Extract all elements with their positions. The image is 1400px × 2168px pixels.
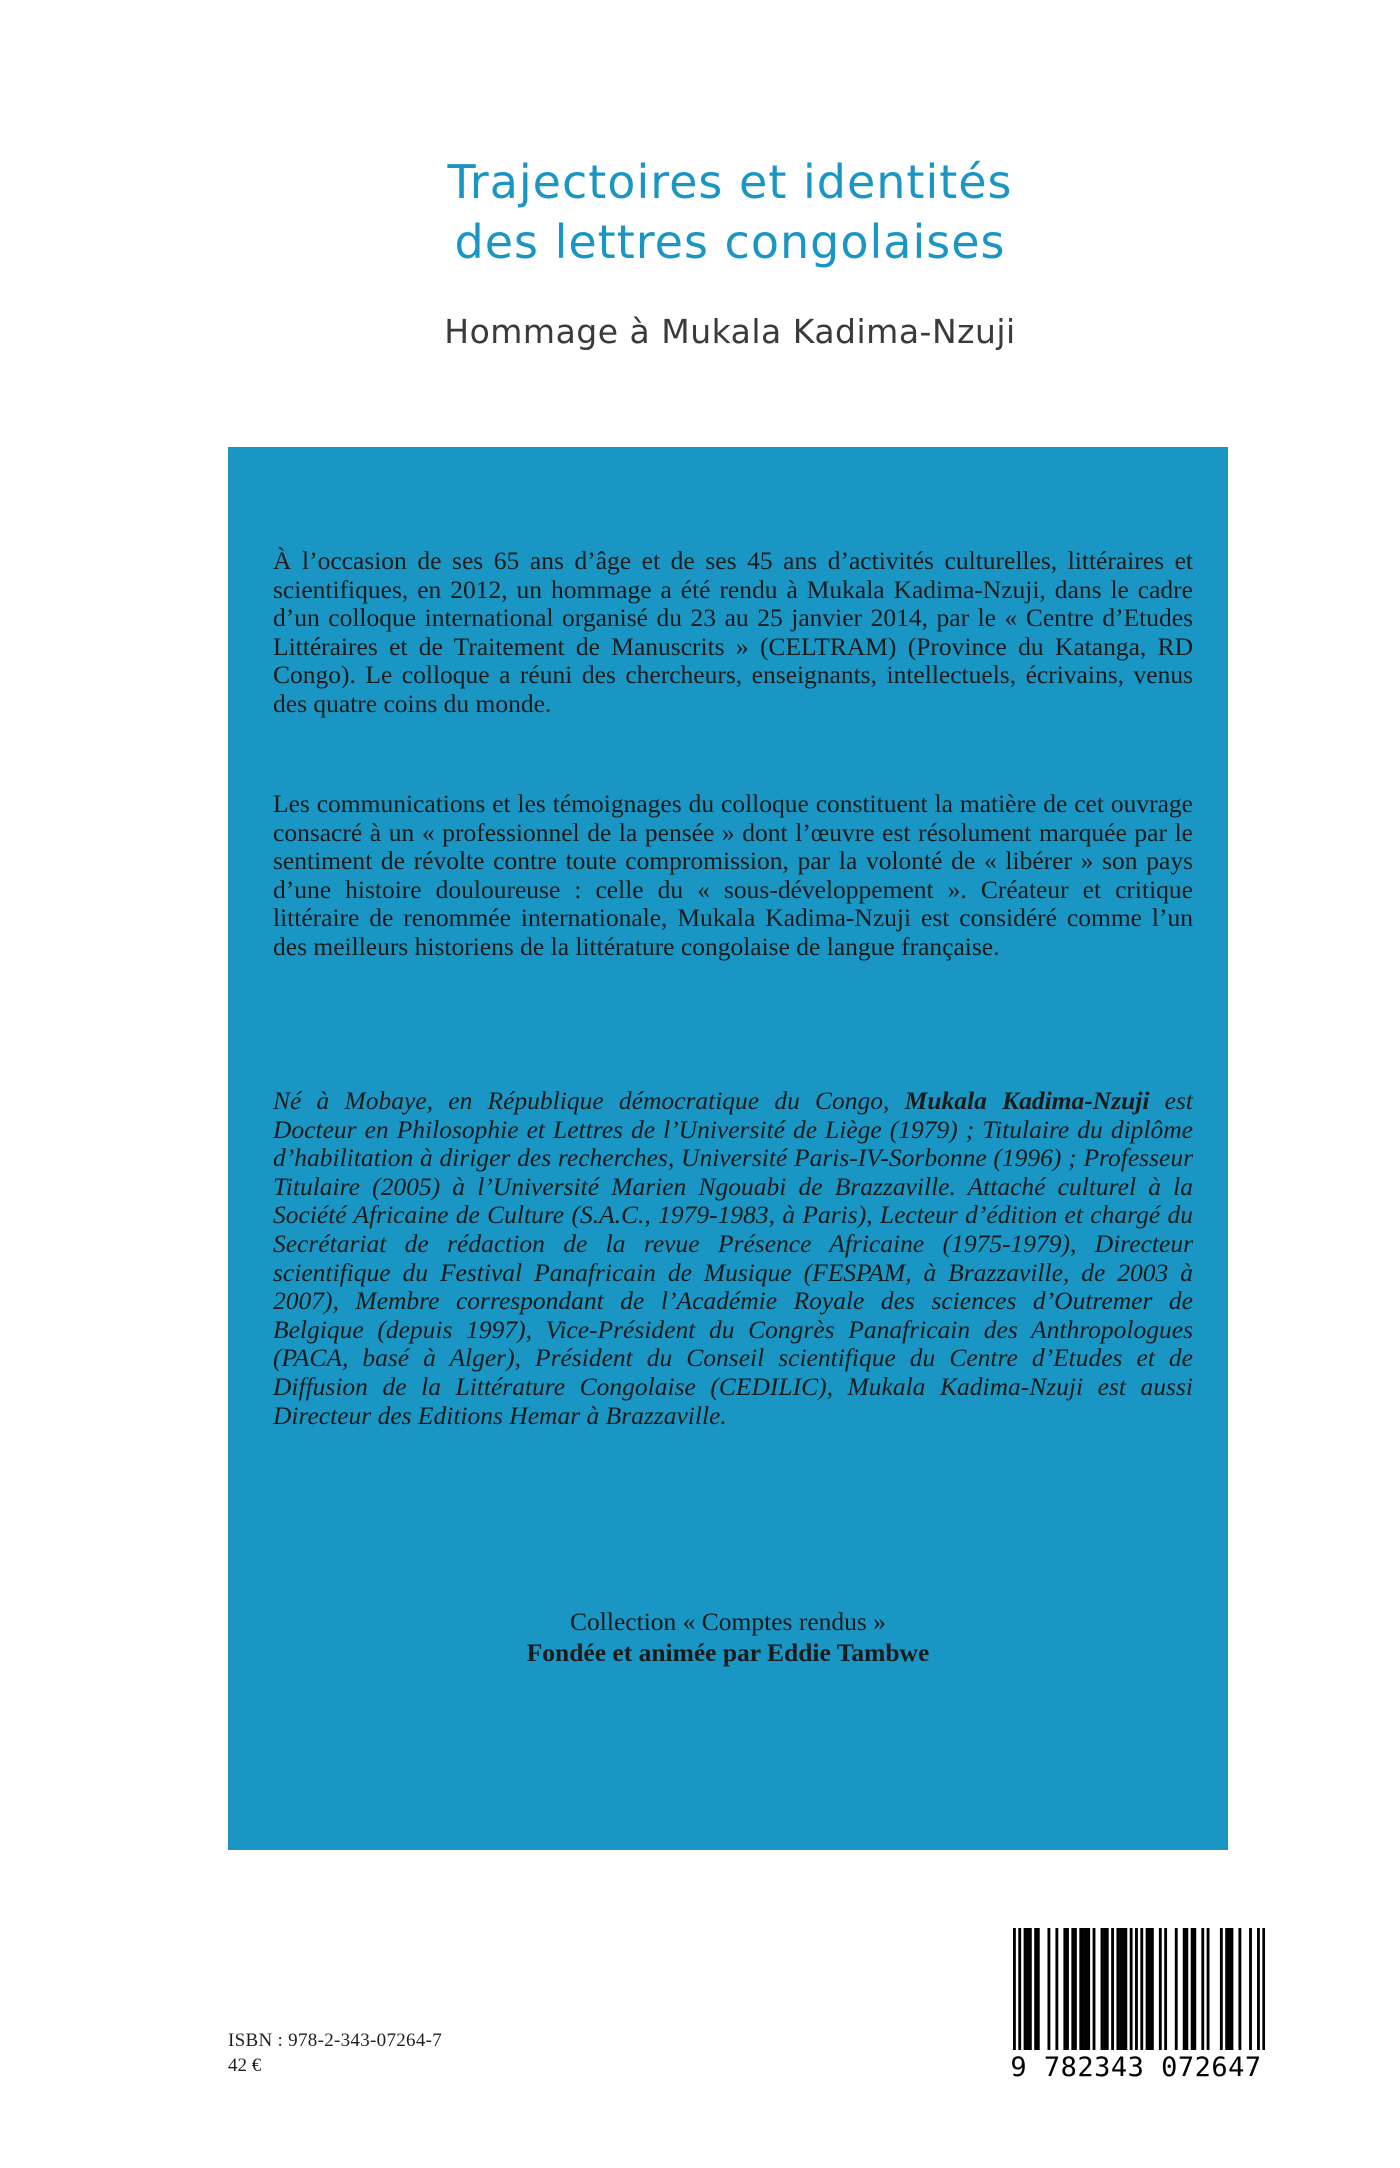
- barcode-bar: [1257, 1928, 1260, 2050]
- barcode-bar: [1101, 1928, 1104, 2050]
- barcode-bar: [1103, 1928, 1106, 2050]
- price-text: 42 €: [228, 2055, 262, 2076]
- barcode-bar: [1079, 1928, 1082, 2050]
- barcode-bar: [1175, 1928, 1178, 2050]
- barcode-bar: [1116, 1928, 1119, 2050]
- barcode-bar: [1140, 1928, 1143, 2050]
- barcode-bar: [1093, 1928, 1096, 2050]
- barcode-bar: [1151, 1928, 1154, 2050]
- summary-paragraph-1: À l’occasion de ses 65 ans d’âge et de ses 45 ans d’activités culturelles, littéraires et scientifiques, en 2012, un hommage a été rendu à Mukala Kadima-Nzuji, dans le cadre d’un colloque international organisé du 23 au 25 janvier 2014, par le « Centre d’Etudes Littéraires et de Traitement de Manuscrits » (CELTRAM) (Province du Katanga, RD Congo). Le colloque a réuni des chercheurs, enseignants, intellectuels, écrivains, venus des quatre coins du monde.: [273, 546, 1193, 718]
- subtitle: Hommage à Mukala Kadima-Nzuji: [444, 312, 1016, 351]
- barcode-bar: [1262, 1928, 1265, 2050]
- collection-name: Collection « Comptes rendus »: [570, 1607, 886, 1636]
- barcode-bar: [1071, 1928, 1074, 2050]
- barcode-bar: [1193, 1928, 1196, 2050]
- bio-details: est Docteur en Philosophie et Lettres de l’Université de Liège (1979) ; Titulaire du diplôme d’habilitation à diriger des recherches, Université Paris-IV-Sorbonne (1996) ; Professeur Titulaire (2005) à l’Université Marien Ngouabi de Brazzaville. Attaché culturel à la Société Africaine de Culture (S.A.C., 1979-1983, à Paris), Lecteur d’édition et chargé du Secrétariat de rédaction de la revue Présence Africaine (1975-1979), Directeur scientifique du Festival Panafricain de Musique (FESPAM, à Brazzaville, de 2003 à 2007), Membre correspondant de l’Académie Royale des sciences d’Outremer de Belgique (depuis 1997), Vice-Président du Congrès Panafricain des Anthropologues (PACA, basé à Alger), Président du Conseil scientifique du Centre d’Etudes et de Diffusion de la Littérature Congolaise (CEDILIC), Mukala Kadima-Nzuji est aussi Directeur des Editions Hemar à Brazzaville.: [273, 1086, 1193, 1430]
- barcode-bar: [1047, 1928, 1050, 2050]
- author-bio: [273, 1087, 1193, 1430]
- barcode-bar: [1220, 1928, 1223, 2050]
- barcode-bar: [1106, 1928, 1109, 2050]
- barcode-bar: [1191, 1928, 1194, 2050]
- barcode-bar: [1135, 1928, 1138, 2050]
- barcode-bar: [1130, 1928, 1133, 2050]
- barcode-bar: [1026, 1928, 1029, 2050]
- barcode-bar: [1087, 1928, 1090, 2050]
- barcode-bar: [1185, 1928, 1188, 2050]
- barcode-bar: [1249, 1928, 1252, 2050]
- barcode-bar: [1146, 1928, 1149, 2050]
- barcode-bar: [1066, 1928, 1069, 2050]
- barcode-bar: [1055, 1928, 1058, 2050]
- summary-panel: [228, 447, 1228, 1850]
- barcode-bar: [1122, 1928, 1125, 2050]
- barcode-digits: 9 782343 072647: [1010, 2052, 1262, 2083]
- barcode-bar: [1018, 1928, 1021, 2050]
- barcode-bar: [1201, 1928, 1204, 2050]
- barcode-bar: [1207, 1928, 1210, 2050]
- barcode-bar: [1148, 1928, 1151, 2050]
- summary-paragraph-2: Les communications et les témoignages du colloque constituent la matière de cet ouvrage consacré à un « professionnel de la pensée » dont l’œuvre est résolument marquée par le sentiment de révolte contre toute compromission, par la volonté de « libérer » son pays d’une histoire douloureuse : celle du « sous-développement ». Créateur et critique littéraire de renommée internationale, Mukala Kadima-Nzuji est considéré comme l’un des meilleurs historiens de la littérature congolaise de langue française.: [273, 789, 1193, 961]
- barcode-bar: [1037, 1928, 1040, 2050]
- barcode-bar: [1228, 1928, 1231, 2050]
- barcode-bar: [1085, 1928, 1088, 2050]
- title-line-1: Trajectoires et identités: [447, 155, 1013, 209]
- barcode-bar: [1082, 1928, 1085, 2050]
- barcode-bar: [1231, 1928, 1234, 2050]
- barcode-bar: [1164, 1928, 1167, 2050]
- barcode-graphic: [1013, 1928, 1265, 2050]
- barcode-bar: [1225, 1928, 1228, 2050]
- barcode-bar: [1124, 1928, 1127, 2050]
- barcode-bar: [1013, 1928, 1016, 2050]
- isbn-text: ISBN : 978-2-343-07264-7: [228, 2030, 443, 2051]
- barcode-bar: [1111, 1928, 1114, 2050]
- barcode-bar: [1119, 1928, 1122, 2050]
- barcode-bar: [1063, 1928, 1066, 2050]
- bio-author-name: Mukala Kadima-Nzuji: [904, 1086, 1150, 1115]
- barcode-bar: [1183, 1928, 1186, 2050]
- barcode-bar: [1238, 1928, 1241, 2050]
- collection-founder: Fondée et animée par Eddie Tambwe: [526, 1638, 930, 1667]
- barcode-bar: [1159, 1928, 1162, 2050]
- barcode-bar: [1029, 1928, 1032, 2050]
- barcode-bar: [1024, 1928, 1027, 2050]
- barcode-bar: [1034, 1928, 1037, 2050]
- barcode-bar: [1074, 1928, 1077, 2050]
- bio-intro: Né à Mobaye, en République démocratique du Congo,: [273, 1086, 905, 1115]
- title-line-2: des lettres congolaises: [454, 215, 1006, 269]
